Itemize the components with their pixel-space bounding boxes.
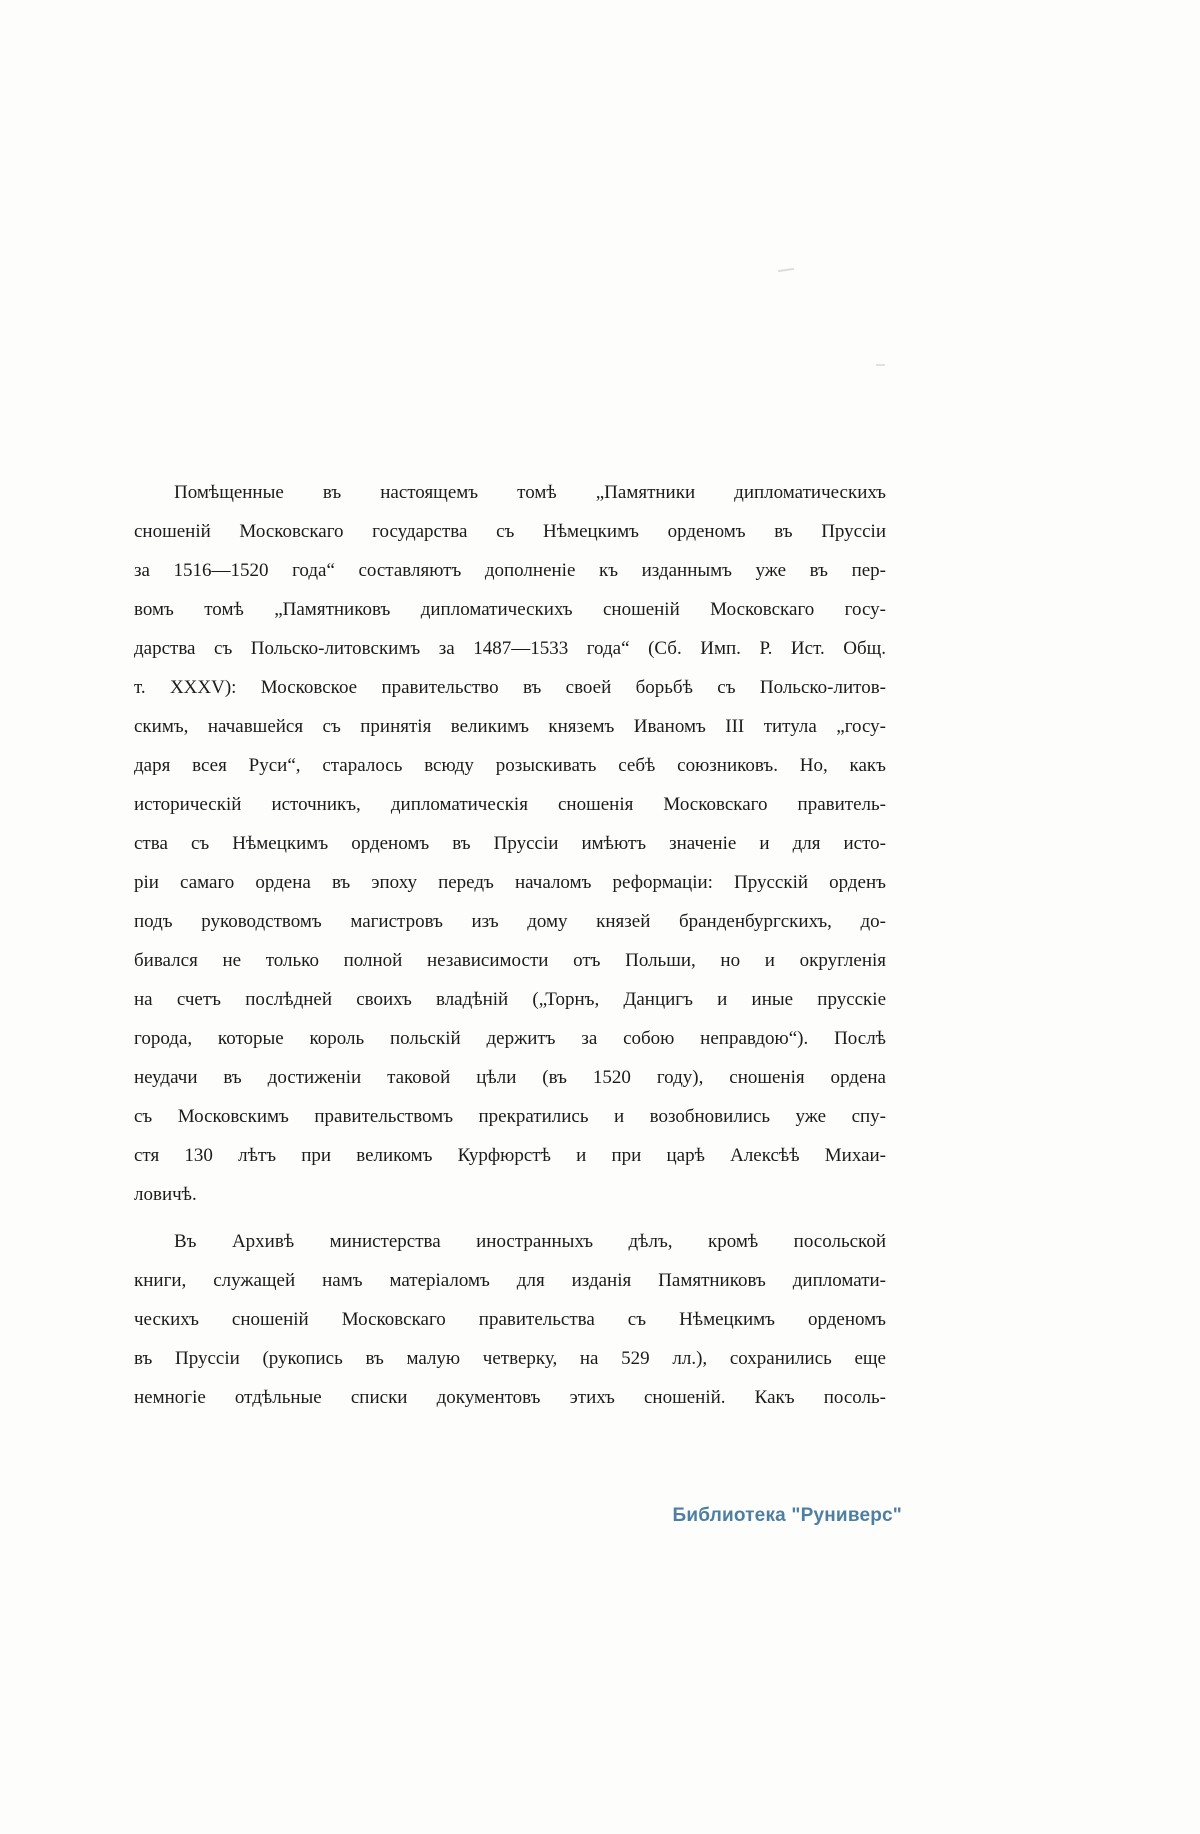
text-line: вомъ томѣ „Памятниковъ дипломатическихъ сношеній Московскаго госу- [134,599,886,620]
library-watermark: Библиотека "Руниверс" [672,1505,902,1526]
page-text [134,473,886,1417]
text-line: ства съ Нѣмецкимъ орденомъ въ Пруссіи имѣютъ значеніе и для исто- [134,833,886,854]
text-line: города, которые король польскій держитъ за собою неправдою“). Послѣ [134,1028,886,1049]
text-line: стя 130 лѣтъ при великомъ Курфюрстѣ и при царѣ Алексѣѣ Михаи- [134,1145,886,1166]
text-line: сношеній Московскаго государства съ Нѣмецкимъ орденомъ въ Пруссіи [134,521,886,542]
text-line: дарства съ Польско-литовскимъ за 1487—1533 года“ (Сб. Имп. Р. Ист. Общ. [134,638,886,659]
text-line: подъ руководствомъ магистровъ изъ дому князей бранденбургскихъ, до- [134,911,886,932]
text-line: бивался не только полной независимости отъ Польши, но и округленія [134,950,886,971]
text-line: на счетъ послѣдней своихъ владѣній („Торнъ, Данцигъ и иные прусскіе [134,989,886,1010]
text-line: за 1516—1520 года“ составляютъ дополненіе къ изданнымъ уже въ пер- [134,560,886,581]
text-line: Помѣщенные въ настоящемъ томѣ „Памятники дипломатическихъ [174,482,886,503]
text-line: даря всея Руси“, старалось всюду розыскивать себѣ союзниковъ. Но, какъ [134,755,886,776]
text-line: Въ Архивѣ министерства иностранныхъ дѣлъ, кромѣ посольской [174,1231,886,1252]
text-line: ческихъ сношеній Московскаго правительства съ Нѣмецкимъ орденомъ [134,1309,886,1330]
text-line: скимъ, начавшейся съ принятія великимъ княземъ Иваномъ III титула „госу- [134,716,886,737]
text-line: немногіе отдѣльные списки документовъ этихъ сношеній. Какъ посоль- [134,1387,886,1408]
scan-artifact [778,268,794,272]
text-line: ріи самаго ордена въ эпоху передъ началомъ реформаціи: Прусскій орденъ [134,872,886,893]
text-line: книги, служащей намъ матеріаломъ для изданія Памятниковъ дипломати- [134,1270,886,1291]
text-line: историческій источникъ, дипломатическія сношенія Московскаго правитель- [134,794,886,815]
text-line: съ Московскимъ правительствомъ прекратились и возобновились уже спу- [134,1106,886,1127]
text-line: т. XXXV): Московское правительство въ своей борьбѣ съ Польско-литов- [134,677,886,698]
paragraph [134,473,886,1214]
paragraph [134,1222,886,1417]
scan-artifact [876,364,885,366]
text-line: неудачи въ достиженіи таковой цѣли (въ 1520 году), сношенія ордена [134,1067,886,1088]
text-line: въ Пруссіи (рукопись въ малую четверку, на 529 лл.), сохранились еще [134,1348,886,1369]
text-line: ловичѣ. [134,1184,197,1205]
